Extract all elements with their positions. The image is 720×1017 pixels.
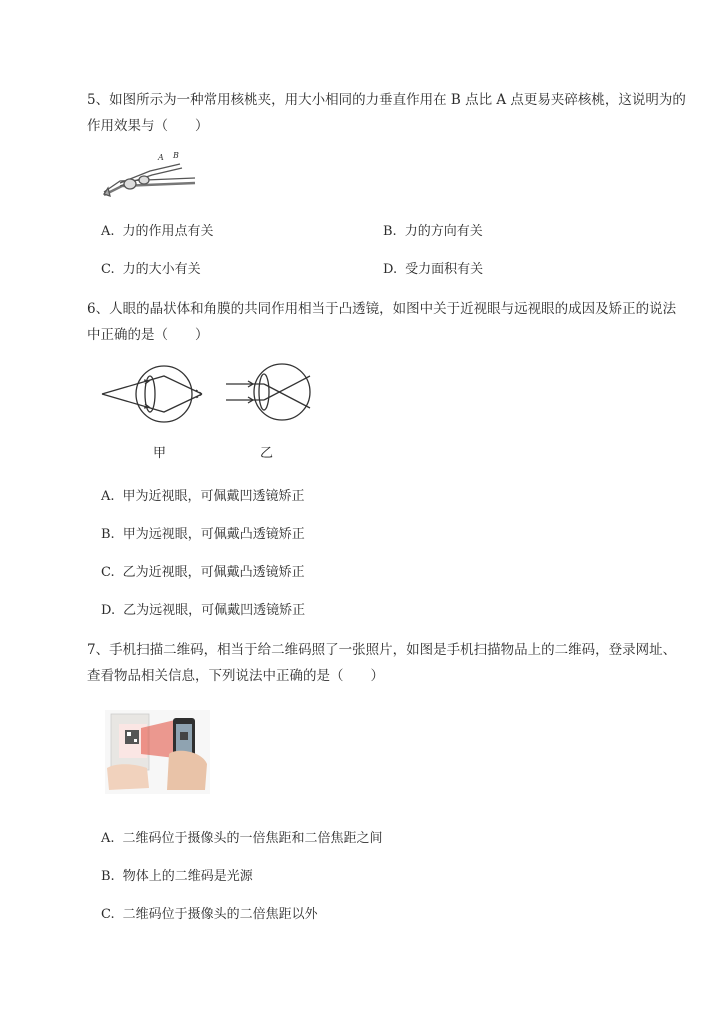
question-7-stem bbox=[87, 637, 687, 689]
question-5-number: 5、 bbox=[87, 92, 110, 108]
q5-option-a[interactable] bbox=[101, 223, 214, 241]
q7-option-c-letter: C. bbox=[101, 907, 115, 922]
q7-option-c-text: 二维码位于摄像头的二倍焦距以外 bbox=[122, 907, 318, 922]
q6-option-c-letter: C. bbox=[101, 565, 115, 580]
q5-option-a-letter: A. bbox=[101, 224, 115, 239]
eye-diagram-figure bbox=[98, 360, 330, 465]
q5-option-b-letter: B. bbox=[383, 224, 397, 239]
point-a-label: A bbox=[158, 153, 164, 162]
q6-option-a-text: 甲为近视眼，可佩戴凹透镜矫正 bbox=[122, 489, 305, 504]
q5-option-c-text: 力的大小有关 bbox=[122, 262, 201, 277]
q7-option-b-letter: B. bbox=[101, 869, 115, 884]
q6-option-b-text: 甲为远视眼，可佩戴凸透镜矫正 bbox=[122, 527, 305, 542]
eye-jia-label: 甲 bbox=[153, 446, 167, 461]
q5-option-d-letter: D. bbox=[383, 262, 398, 277]
q7-option-a-text: 二维码位于摄像头的一倍焦距和二倍焦距之间 bbox=[122, 831, 383, 846]
q5-option-d-text: 受力面积有关 bbox=[405, 262, 484, 277]
qr-scan-photo bbox=[105, 710, 210, 794]
point-b-label: B bbox=[173, 151, 179, 160]
question-6-stem bbox=[87, 296, 687, 348]
q6-option-c-text: 乙为近视眼，可佩戴凸透镜矫正 bbox=[122, 565, 305, 580]
q6-option-d[interactable] bbox=[101, 602, 305, 620]
q6-option-b[interactable] bbox=[101, 526, 305, 544]
q5-option-d[interactable] bbox=[383, 261, 483, 279]
question-7-number: 7、 bbox=[87, 642, 110, 658]
q6-option-a-letter: A. bbox=[101, 489, 115, 504]
q7-option-b[interactable] bbox=[101, 868, 253, 886]
q7-option-b-text: 物体上的二维码是光源 bbox=[122, 869, 253, 884]
q5-option-c[interactable] bbox=[101, 261, 201, 279]
q6-option-b-letter: B. bbox=[101, 527, 115, 542]
q7-option-c[interactable] bbox=[101, 906, 318, 924]
question-6-text: 人眼的晶状体和角膜的共同作用相当于凸透镜，如图中关于近视眼与远视眼的成因及矫正的说法中正确的是（ ） bbox=[87, 301, 677, 343]
question-6-number: 6、 bbox=[87, 301, 110, 317]
nutcracker-figure bbox=[100, 148, 200, 200]
question-5-text: 如图所示为一种常用核桃夹，用大小相同的力垂直作用在 B 点比 A 点更易夹碎核桃，这说明为的作用效果与（ ） bbox=[87, 92, 686, 134]
q6-option-a[interactable] bbox=[101, 488, 305, 506]
q6-option-d-text: 乙为远视眼，可佩戴凹透镜矫正 bbox=[123, 603, 306, 618]
q6-option-c[interactable] bbox=[101, 564, 305, 582]
q5-option-b-text: 力的方向有关 bbox=[404, 224, 483, 239]
q6-option-d-letter: D. bbox=[101, 603, 116, 618]
question-7-text: 手机扫描二维码，相当于给二维码照了一张照片，如图是手机扫描物品上的二维码，登录网址、查看物品相关信息，下列说法中正确的是（ ） bbox=[87, 642, 677, 684]
q7-option-a[interactable] bbox=[101, 830, 383, 848]
eye-yi-icon bbox=[254, 364, 310, 420]
q5-option-c-letter: C. bbox=[101, 262, 115, 277]
eye-yi-label: 乙 bbox=[260, 446, 274, 461]
q5-option-a-text: 力的作用点有关 bbox=[122, 224, 214, 239]
q7-option-a-letter: A. bbox=[101, 831, 115, 846]
q5-option-b[interactable] bbox=[383, 223, 483, 241]
question-5-stem bbox=[87, 87, 687, 139]
